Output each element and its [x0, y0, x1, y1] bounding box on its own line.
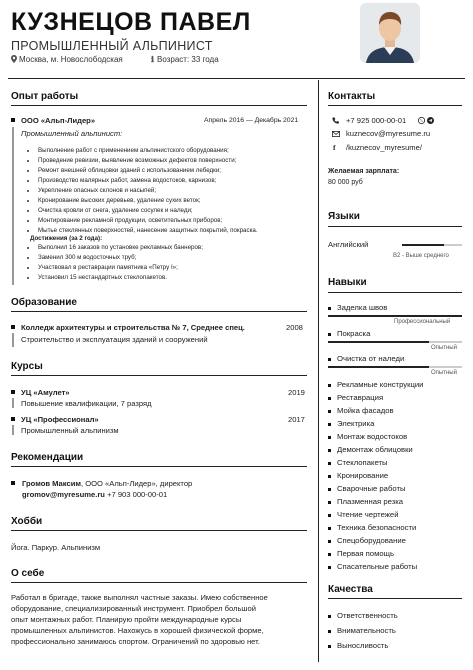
phone-icon	[332, 117, 339, 124]
duty-item: Мытье стеклянных поверхностей, нанесение защитных покрытий, покраска.	[38, 227, 258, 234]
candidate-name: КУЗНЕЦОВ ПАВЕЛ	[11, 8, 251, 36]
languages-divider	[328, 226, 462, 227]
course-name: УЦ «Профессионал»	[21, 415, 99, 424]
duty-item: Монтирование рекламной продукции, осветительных приборов;	[38, 217, 223, 224]
skill-item: Электрика	[337, 419, 375, 428]
skill-item: Кронирование	[337, 471, 389, 480]
language-name: Английский	[328, 240, 369, 249]
skill-item: Сварочные работы	[337, 484, 406, 493]
list-item-bullet	[27, 160, 29, 162]
education-divider	[11, 311, 307, 312]
about-line: профессионально занимаюсь спортом. Ограничений по здоровью нет.	[11, 637, 260, 646]
skill-bullet	[328, 384, 331, 387]
experience-role: Промышленный альпинист:	[21, 129, 123, 138]
list-item-bullet	[27, 200, 29, 202]
achievement-item: Выполнил 16 заказов по установке рекламных баннеров;	[38, 244, 203, 251]
achievement-item: Установил 15 нестандартных стеклопакетов.	[38, 274, 168, 281]
experience-marker	[11, 118, 15, 122]
skill-bullet	[328, 410, 331, 413]
skill-item: Стеклопакеты	[337, 458, 388, 467]
skill-item: Монтаж водостоков	[337, 432, 408, 441]
skill-item: Спасательные работы	[337, 562, 418, 571]
skill-level-fill	[328, 315, 462, 317]
duty-item: Укрепление опасных склонов и насыпей;	[38, 187, 157, 194]
quality-bullet	[328, 630, 331, 633]
section-title-languages: Языки	[328, 211, 360, 222]
skill-item: Чтение чертежей	[337, 510, 399, 519]
rated-skill-name: Покраска	[337, 329, 371, 338]
skill-item: Первая помощь	[337, 549, 394, 558]
about-line: Работал в бригаде, также выполнял частные заказы. Имею собственное	[11, 593, 268, 602]
skill-bullet	[328, 566, 331, 569]
job-title: ПРОМЫШЛЕННЫЙ АЛЬПИНИСТ	[11, 39, 213, 53]
mail-icon	[332, 131, 340, 137]
duty-item: Выполнение работ с применением альпинистского оборудования;	[38, 147, 229, 154]
skill-level-bar	[328, 366, 462, 368]
course-year: 2019	[288, 388, 305, 397]
avatar-photo	[360, 3, 420, 63]
courses-divider	[11, 375, 307, 376]
location-text: Москва, м. Новослободская	[19, 55, 123, 64]
about-line: опыт монтажных работ. Планирую пройти международные курсы	[11, 615, 242, 624]
about-divider	[11, 582, 307, 583]
education-timeline-bar	[12, 333, 14, 347]
quality-item: Выносливость	[337, 641, 389, 650]
skill-level-fill	[328, 341, 429, 343]
recommendation-line	[22, 479, 192, 488]
qualities-divider	[328, 598, 462, 599]
salary-label: Желаемая зарплата:	[328, 168, 400, 175]
skill-bullet	[328, 397, 331, 400]
recommender-phone: +7 903 000-00-01	[104, 490, 168, 499]
info-icon: ℹ	[150, 55, 155, 64]
skill-bullet	[328, 501, 331, 504]
skill-bullet	[328, 514, 331, 517]
header-divider	[8, 78, 465, 79]
skill-item: Реставрация	[337, 393, 384, 402]
achievements-title: Достижения (за 2 года):	[30, 235, 103, 242]
section-title-qualities: Качества	[328, 584, 373, 595]
achievement-item: Участвовал в реставрации памятника «Петру I»;	[38, 264, 178, 271]
list-item-bullet	[27, 247, 29, 249]
education-specialty: Строительство и эксплуатация зданий и сооружений	[21, 335, 208, 344]
salary-value: 80 000 руб	[328, 179, 363, 186]
section-title-hobbies: Хобби	[11, 516, 43, 527]
skill-item: Рекламные конструкции	[337, 380, 424, 389]
school-name: Колледж архитектуры и строительства № 7, Среднее спец.	[21, 323, 245, 332]
course-timeline-bar	[12, 425, 14, 435]
course-marker	[11, 390, 15, 394]
about-line: промышленных альпинистов. Нахожусь в хорошей физической форме,	[11, 626, 264, 635]
skill-item: Спецоборудование	[337, 536, 406, 545]
list-item-bullet	[27, 220, 29, 222]
age-text: Возраст: 33 года	[157, 55, 219, 64]
contact-facebook[interactable]: /kuznecov_myresume/	[346, 143, 422, 152]
telegram-icon[interactable]	[427, 117, 434, 124]
contact-phone[interactable]: +7 925 000-00-01	[346, 116, 407, 125]
recommender-position: , ООО «Альп-Лидер», директор	[80, 479, 193, 488]
quality-bullet	[328, 645, 331, 648]
whatsapp-icon[interactable]	[418, 117, 425, 124]
skill-level-bar	[328, 315, 462, 317]
duty-item: Ремонт внешней облицовки зданий с использованием лебедки;	[38, 167, 222, 174]
skill-bullet	[328, 423, 331, 426]
language-level-bar	[402, 244, 462, 246]
section-title-courses: Курсы	[11, 361, 43, 372]
skill-bullet	[328, 540, 331, 543]
quality-bullet	[328, 615, 331, 618]
recommender-email[interactable]: gromov@myresume.ru	[22, 490, 105, 499]
list-item-bullet	[27, 190, 29, 192]
facebook-icon: f	[333, 143, 336, 152]
list-item-bullet	[27, 267, 29, 269]
experience-period: Апрель 2016 — Декабрь 2021	[204, 117, 299, 124]
recommender-name: Громов Максим	[22, 479, 81, 488]
rated-skill-level: Профессиональный	[394, 319, 451, 325]
skill-bullet	[328, 488, 331, 491]
rated-skill-name: Очистка от наледи	[337, 354, 405, 363]
section-title-education: Образование	[11, 297, 77, 308]
duty-item: Кронирование высоких деревьев, удаление сухих веток;	[38, 197, 201, 204]
age	[151, 55, 227, 64]
hobbies-text: Йога. Паркур. Альпинизм	[11, 543, 101, 552]
experience-divider	[11, 105, 307, 106]
course-timeline-bar	[12, 398, 14, 408]
contact-email[interactable]: kuznecov@myresume.ru	[346, 129, 431, 138]
section-title-skills: Навыки	[328, 277, 367, 288]
skill-item: Техника безопасности	[337, 523, 417, 532]
section-title-recommendations: Рекомендации	[11, 452, 84, 463]
education-year: 2008	[286, 323, 303, 332]
list-item-bullet	[27, 180, 29, 182]
avatar	[360, 3, 420, 63]
list-item-bullet	[27, 150, 29, 152]
hobbies-divider	[11, 530, 307, 531]
rated-skill-level: Опытный	[431, 345, 457, 351]
achievement-item: Заменил 300 м водосточных труб;	[38, 254, 137, 261]
duty-item: Проведение ревизии, выявление возможных дефектов поверхности;	[38, 157, 237, 164]
section-title-contacts: Контакты	[328, 91, 376, 102]
skill-bullet	[328, 527, 331, 530]
skills-divider	[328, 292, 462, 293]
list-item-bullet	[27, 170, 29, 172]
list-item-bullet	[27, 277, 29, 279]
course-desc: Промышленный альпинизм	[21, 426, 119, 435]
skill-item: Мойка фасадов	[337, 406, 394, 415]
skill-level-fill	[328, 366, 429, 368]
skill-bullet	[328, 307, 331, 310]
skill-level-bar	[328, 341, 462, 343]
duty-item: Производство малярных работ, замена водостоков, карнизов;	[38, 177, 217, 184]
skill-bullet	[328, 475, 331, 478]
skill-bullet	[328, 333, 331, 336]
section-title-experience: Опыт работы	[11, 91, 79, 102]
course-year: 2017	[288, 415, 305, 424]
quality-item: Внимательность	[337, 626, 396, 635]
skill-item: Плазменная резка	[337, 497, 404, 506]
map-pin-icon	[11, 55, 17, 63]
skill-bullet	[328, 436, 331, 439]
list-item-bullet	[27, 257, 29, 259]
duty-item: Очистка кровли от снега, удаление сосулек и наледи;	[38, 207, 193, 214]
skill-bullet	[328, 358, 331, 361]
skill-bullet	[328, 462, 331, 465]
skill-item: Демонтаж облицовки	[337, 445, 413, 454]
language-level-fill	[402, 244, 444, 246]
skill-bullet	[328, 553, 331, 556]
list-item-bullet	[27, 230, 29, 232]
recommendation-contacts	[22, 490, 167, 499]
about-line: оборудование, специализированный инструмент. Приобрел большой	[11, 604, 256, 613]
course-desc: Повышение квалификации, 7 разряд	[21, 399, 152, 408]
rated-skill-name: Заделка швов	[337, 303, 388, 312]
quality-item: Ответственность	[337, 611, 398, 620]
contacts-divider	[328, 105, 462, 106]
skill-bullet	[328, 449, 331, 452]
list-item-bullet	[27, 210, 29, 212]
rated-skill-level: Опытный	[431, 370, 457, 376]
company-name: ООО «Альп-Лидер»	[21, 116, 96, 125]
recommendations-divider	[11, 466, 307, 467]
section-title-about: О себе	[11, 568, 45, 579]
location	[11, 55, 131, 64]
education-marker	[11, 325, 15, 329]
meta-row	[11, 55, 235, 64]
recommendation-marker	[11, 481, 15, 485]
course-name: УЦ «Амулет»	[21, 388, 70, 397]
column-divider	[318, 80, 319, 662]
language-level: B2 - Выше среднего	[393, 253, 449, 259]
course-marker	[11, 417, 15, 421]
experience-timeline-bar	[12, 127, 14, 285]
